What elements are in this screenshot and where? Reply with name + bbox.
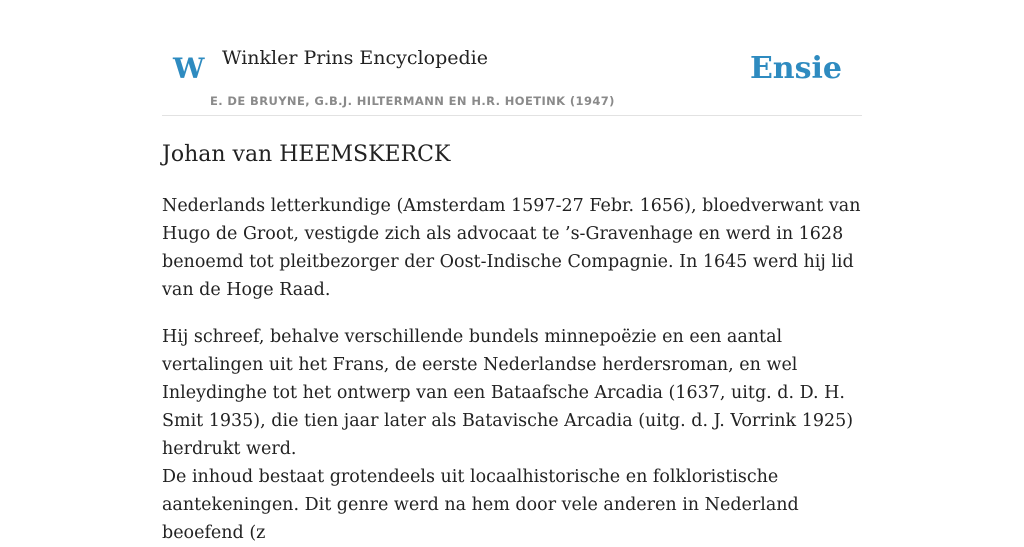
page [162, 0, 862, 543]
article-paragraph: De inhoud bestaat grotendeels uit locaalhistorische en folkloristische aantekeningen. Dit genre werd na hem door vele anderen in Nederland beoefend (z [162, 467, 799, 543]
site-authors: E. DE BRUYNE, G.B.J. HILTERMANN EN H.R. HOETINK (1947) [210, 94, 615, 108]
article-paragraph: Nederlands letterkundige (Amsterdam 1597-27 Febr. 1656), bloedverwant van Hugo de Groot, vestigde zich als advocaat te ’s-Gravenhage en werd in 1628 benoemd tot pleitbezorger der Oost-Indische Compagnie. In 1645 werd hij lid van de Hoge Raad. [162, 196, 861, 300]
article-title: Johan van HEEMSKERCK [162, 142, 451, 167]
brand-link[interactable]: Ensie [749, 51, 842, 86]
site-title[interactable]: Winkler Prins Encyclopedie [222, 47, 488, 69]
site-header [162, 0, 862, 116]
site-logo[interactable]: W [173, 52, 205, 85]
article-paragraph: Hij schreef, behalve verschillende bundels minnepoëzie en een aantal vertalingen uit het Frans, de eerste Nederlandse herdersroman, en wel Inleydinghe tot het ontwerp van een Bataafsche Arcadia (1637, uitg. d. D. H. Smit 1935), die tien jaar later als Batavische Arcadia (uitg. d. J. Vorrink 1925) herdrukt werd. [162, 327, 854, 459]
